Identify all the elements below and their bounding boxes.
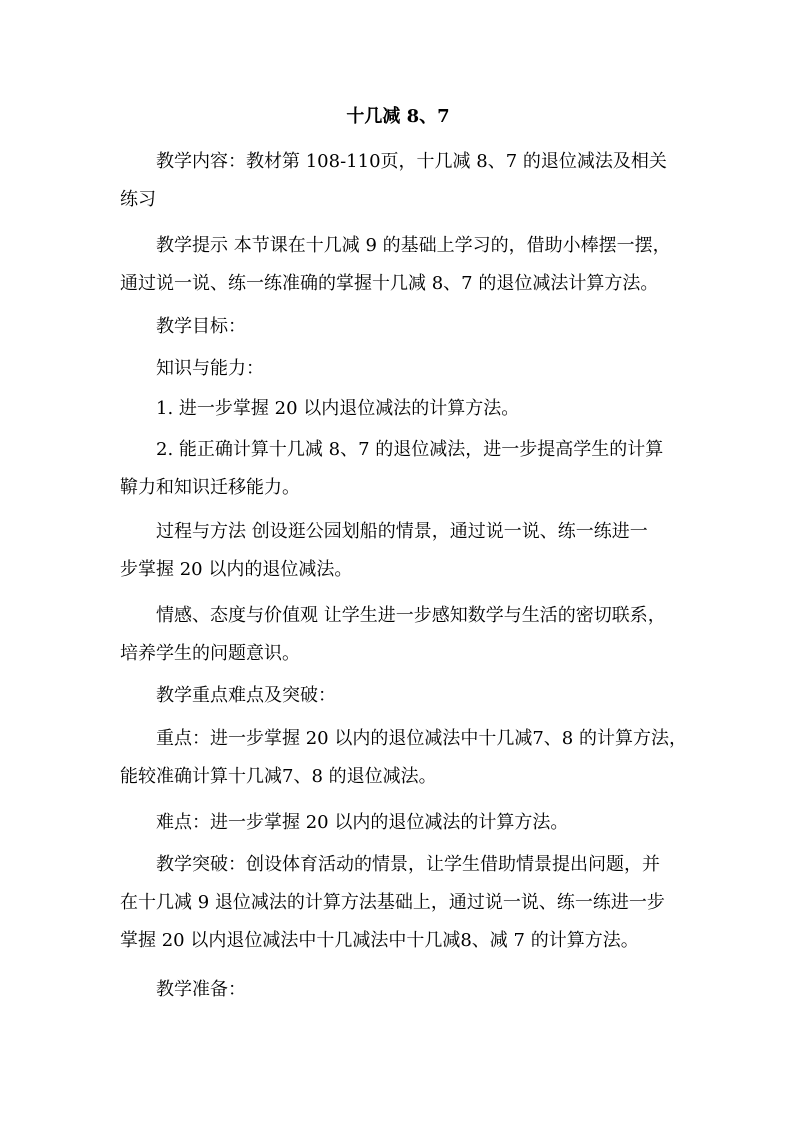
text-line: 掌握 20 以内退位减法中十几减法中十几减8、减 7 的计算方法。 bbox=[120, 930, 639, 951]
text-line: 过程与方法 创设逛公园划船的情景，通过说一说、练一练进一 bbox=[156, 521, 648, 542]
text-line: 通过说一说、练一练准确的掌握十几减 8、7 的退位减法计算方法。 bbox=[120, 273, 659, 294]
paragraph-difficulty bbox=[120, 804, 680, 842]
text-line: 教学目标： bbox=[156, 316, 246, 337]
text-line: 知识与能力： bbox=[156, 358, 264, 379]
text-line: 教学重点难点及突破： bbox=[156, 685, 336, 706]
text-line: 难点：进一步掌握 20 以内的退位减法的计算方法。 bbox=[156, 812, 569, 833]
text-line: 教学内容：教材第 108-110页，十几减 8、7 的退位减法及相关 bbox=[156, 151, 667, 172]
text-line: 情感、态度与价值观 让学生进一步感知数学与生活的密切联系， bbox=[156, 605, 666, 626]
paragraph-breakthrough bbox=[120, 846, 680, 960]
text-line: 教学准备： bbox=[156, 979, 246, 1000]
text-line: 教学提示 本节课在十几减 9 的基础上学习的，借助小棒摆一摆， bbox=[156, 235, 671, 256]
paragraph-goal-2 bbox=[120, 431, 680, 507]
text-line: 步掌握 20 以内的退位减法。 bbox=[120, 559, 353, 580]
paragraph-key-points bbox=[120, 720, 687, 796]
paragraph-knowledge-ability bbox=[120, 350, 680, 388]
text-line: 鞥力和知识迁移能力。 bbox=[120, 477, 300, 498]
text-line: 1. 进一步掌握 20 以内退位减法的计算方法。 bbox=[156, 398, 520, 419]
paragraph-teaching-goals bbox=[120, 308, 680, 346]
paragraph-preparation bbox=[120, 971, 680, 1009]
document-title: 十几减 8、7 bbox=[346, 106, 450, 127]
text-line: 能较准确计算十几减7、8 的退位减法。 bbox=[120, 766, 437, 787]
text-line: 2. 能正确计算十几减 8、7 的退位减法，进一步提高学生的计算 bbox=[156, 439, 664, 460]
text-line: 在十几减 9 退位减法的计算方法基础上，通过说一说、练一练进一步 bbox=[120, 892, 665, 913]
paragraph-teaching-content bbox=[120, 143, 680, 219]
paragraph-key-points-heading bbox=[120, 677, 680, 715]
paragraph-teaching-hint bbox=[120, 227, 680, 303]
text-line: 练习 bbox=[120, 189, 156, 210]
paragraph-goal-1 bbox=[120, 390, 680, 428]
paragraph-emotion-attitude bbox=[120, 597, 680, 673]
text-line: 教学突破：创设体育活动的情景，让学生借助情景提出问题，并 bbox=[156, 854, 660, 875]
text-line: 重点：进一步掌握 20 以内的退位减法中十几减7、8 的计算方法， bbox=[156, 728, 687, 749]
text-line: 培养学生的问题意识。 bbox=[120, 643, 300, 664]
paragraph-process-method bbox=[120, 513, 680, 589]
